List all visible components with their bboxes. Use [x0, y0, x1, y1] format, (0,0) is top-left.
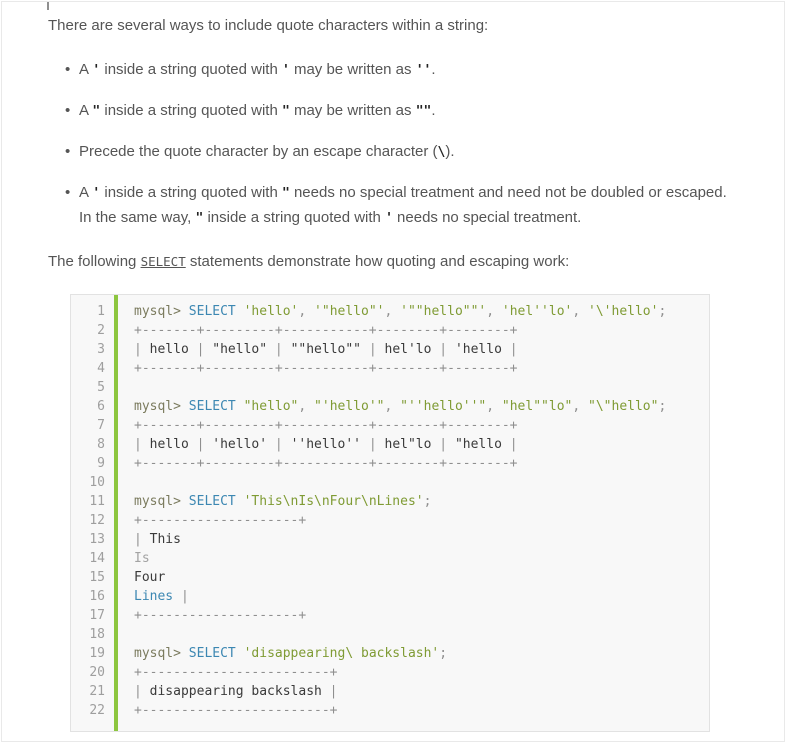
- inline-code-literal: ": [195, 211, 204, 226]
- code-line-number: 22: [89, 703, 105, 718]
- list-item-text: needs no special treatment.: [392, 209, 582, 226]
- code-line: +-------+---------+-----------+--------+--------+: [134, 456, 518, 471]
- code-line: mysql> SELECT 'disappearing\ backslash';: [134, 646, 448, 661]
- code-line-number: 7: [97, 418, 105, 433]
- list-item: [65, 140, 738, 165]
- code-line: | This: [134, 532, 181, 547]
- list-item-text: may be written as: [289, 61, 416, 78]
- list-item-text: inside a string quoted with: [100, 184, 282, 201]
- code-line: +-------+---------+-----------+--------+--------+: [134, 361, 518, 376]
- select-statement-link[interactable]: SELECT: [140, 254, 186, 269]
- quoting-methods-list: [48, 58, 738, 231]
- code-line: mysql> SELECT 'This\nIs\nFour\nLines';: [134, 494, 432, 509]
- code-line-number: 5: [97, 380, 105, 395]
- list-item: [65, 58, 738, 83]
- code-line-number: 17: [89, 608, 105, 623]
- code-line-number: 11: [89, 494, 105, 509]
- code-example-block: [70, 294, 710, 732]
- code-line: | hello | 'hello' | ''hello'' | hel"lo | "hello |: [134, 437, 518, 452]
- page: [1, 1, 785, 742]
- code-line-number: 8: [97, 437, 105, 452]
- code-line: +-------+---------+-----------+--------+--------+: [134, 418, 518, 433]
- code-line-numbers: [71, 295, 114, 731]
- code-line-number: 20: [89, 665, 105, 680]
- code-line: mysql> SELECT "hello", "'hello'", "''hello''", "hel""lo", "\"hello";: [134, 399, 667, 414]
- code-line: | hello | "hello" | ""hello"" | hel'lo | 'hello |: [134, 342, 518, 357]
- list-item-text: .: [431, 61, 436, 78]
- code-line: +--------------------+: [134, 513, 307, 528]
- list-item-text: needs no special treatment and need not be doubled or escaped. In the same way,: [79, 184, 727, 226]
- list-item-text: ).: [445, 143, 455, 160]
- inline-code-literal: ": [281, 104, 290, 119]
- inline-code-literal: ': [92, 63, 101, 78]
- scrollbar-artifact: [47, 2, 49, 10]
- code-line-number: 12: [89, 513, 105, 528]
- code-content: [118, 295, 709, 731]
- code-line-number: 6: [97, 399, 105, 414]
- code-line: Four: [134, 570, 166, 585]
- code-line-number: 3: [97, 342, 105, 357]
- inline-code-literal: '': [415, 63, 432, 78]
- code-line: +-------+---------+-----------+--------+--------+: [134, 323, 518, 338]
- inline-code-literal: \: [437, 145, 446, 160]
- code-line-number: 1: [97, 304, 105, 319]
- list-item-text: inside a string quoted with: [100, 61, 282, 78]
- code-line-number: 10: [89, 475, 105, 490]
- code-line-number: 13: [89, 532, 105, 547]
- list-item-text: A: [79, 61, 93, 78]
- code-line: | disappearing backslash |: [134, 684, 338, 699]
- select-demo-text-pre: The following: [48, 253, 141, 270]
- inline-code-literal: ': [385, 211, 393, 226]
- list-item-text: A: [79, 102, 93, 119]
- code-line: [134, 473, 699, 492]
- intro-paragraph: There are several ways to include quote characters within a string:: [48, 17, 489, 34]
- code-line: Lines |: [134, 589, 189, 604]
- code-line-number: 9: [97, 456, 105, 471]
- code-line-number: 4: [97, 361, 105, 376]
- doc-content: [2, 2, 784, 732]
- list-item: [65, 181, 738, 231]
- list-item-text: Precede the quote character by an escape character (: [79, 143, 438, 160]
- list-item-text: may be written as: [289, 102, 416, 119]
- list-item-text: inside a string quoted with: [100, 102, 282, 119]
- list-item-text: A: [79, 184, 93, 201]
- code-line-number: 16: [89, 589, 105, 604]
- list-item-text: .: [431, 102, 436, 119]
- code-line: +------------------------+: [134, 665, 338, 680]
- code-line-number: 19: [89, 646, 105, 661]
- code-line-number: 14: [89, 551, 105, 566]
- list-item-text: inside a string quoted with: [203, 209, 386, 226]
- code-line: Is: [134, 551, 150, 566]
- inline-code-literal: "": [415, 104, 432, 119]
- code-line: [134, 625, 699, 644]
- inline-code-literal: ': [281, 63, 290, 78]
- select-demo-text-post: statements demonstrate how quoting and escaping work:: [185, 253, 570, 270]
- code-line: +------------------------+: [134, 703, 338, 718]
- list-item: [65, 99, 738, 124]
- code-line-number: 15: [89, 570, 105, 585]
- code-line: mysql> SELECT 'hello', '"hello"', '""hello""', 'hel''lo', '\'hello';: [134, 304, 667, 319]
- inline-code-literal: ": [281, 186, 290, 201]
- code-line: +--------------------+: [134, 608, 307, 623]
- inline-code-literal: ": [92, 104, 101, 119]
- code-line-number: 21: [89, 684, 105, 699]
- inline-code-literal: ': [92, 186, 101, 201]
- code-line-number: 2: [97, 323, 105, 338]
- code-line-number: 18: [89, 627, 105, 642]
- code-line: [134, 378, 699, 397]
- select-demo-paragraph: [48, 251, 738, 272]
